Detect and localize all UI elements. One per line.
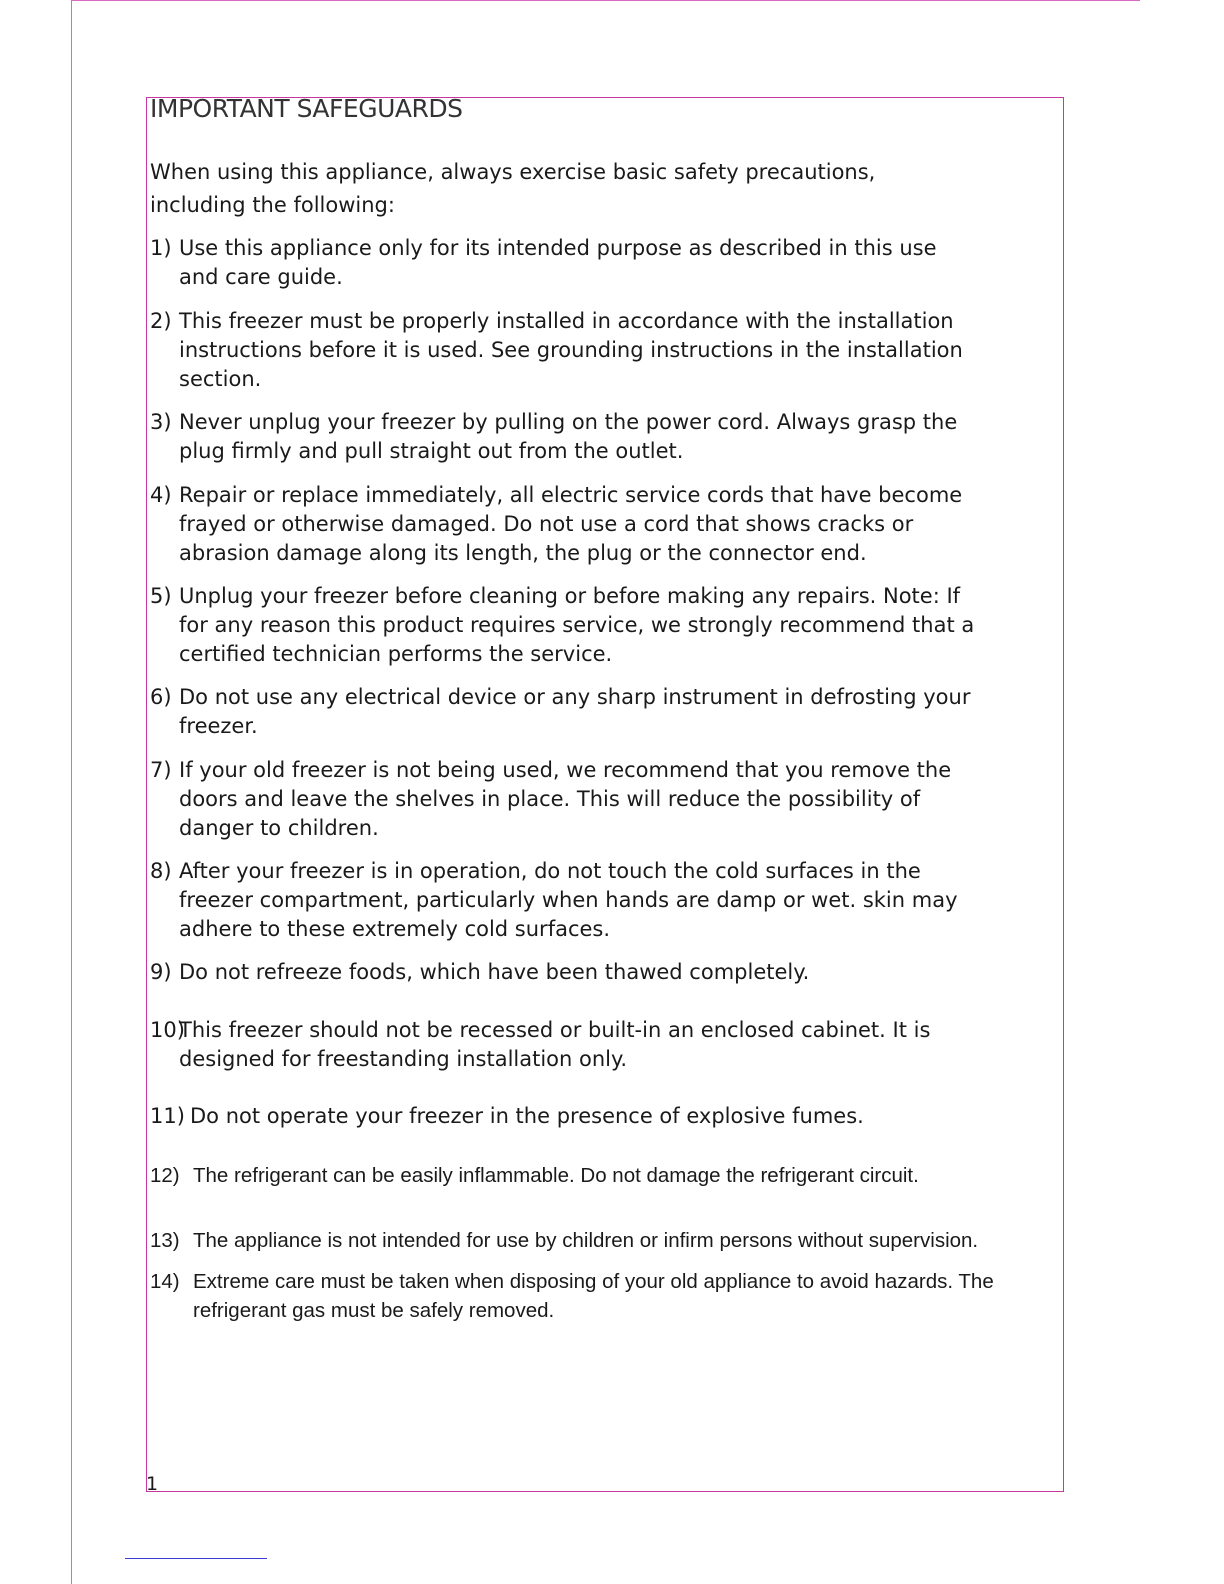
item-text: This freezer should not be recessed or built-in an enclosed cabinet. It is designed for freestanding installation only.: [179, 1018, 931, 1071]
item-text: The appliance is not intended for use by children or infirm persons without supervision.: [193, 1229, 979, 1252]
item-text: Extreme care must be taken when disposing of your old appliance to avoid hazards. The refrigerant gas must be safely removed.: [193, 1270, 994, 1322]
item-text: Never unplug your freezer by pulling on the power cord. Always grasp the plug firmly and pull straight out from the outlet.: [179, 410, 958, 463]
item-number: 12): [150, 1164, 180, 1187]
item-number: 5): [150, 584, 172, 608]
item-number: 10): [150, 1018, 185, 1042]
item-text: Use this appliance only for its intended purpose as described in this use and care guide.: [179, 236, 937, 289]
safeguard-item-13: [150, 1226, 1070, 1255]
safeguard-item-9: [150, 958, 980, 987]
safeguard-item-10: [150, 1016, 980, 1074]
item-number: 13): [150, 1229, 180, 1252]
item-number: 4): [150, 483, 172, 507]
item-number: 9): [150, 960, 172, 984]
item-text: After your freezer is in operation, do not touch the cold surfaces in the freezer compartment, particularly when hands are damp or wet. skin may adhere to these extremely cold surfaces.: [179, 859, 958, 941]
safeguard-item-5: [150, 582, 980, 669]
page-trim-left: [71, 0, 72, 1584]
safeguard-item-11: [150, 1102, 980, 1131]
safeguard-item-12: [150, 1161, 980, 1190]
item-text: The refrigerant can be easily inflammable. Do not damage the refrigerant circuit.: [193, 1164, 919, 1187]
safeguard-item-4: [150, 481, 980, 568]
item-text: Do not operate your freezer in the presence of explosive fumes.: [190, 1104, 864, 1128]
item-text: Do not refreeze foods, which have been thawed completely.: [179, 960, 810, 984]
item-text: Unplug your freezer before cleaning or before making any repairs. Note: If for any reason this product requires service, we strongly recommend that a certified technician performs the service.: [179, 584, 975, 666]
item-number: 11): [150, 1104, 185, 1128]
item-number: 3): [150, 410, 172, 434]
item-number: 2): [150, 309, 172, 333]
item-text: Do not use any electrical device or any sharp instrument in defrosting your freezer.: [179, 685, 971, 738]
item-number: 7): [150, 758, 172, 782]
page-trim-top: [71, 0, 1140, 1]
item-number: 14): [150, 1270, 180, 1293]
safeguard-item-14: [150, 1267, 1050, 1325]
safeguard-item-1: [150, 234, 980, 292]
item-text: This freezer must be properly installed in accordance with the installation instructions before it is used. See grounding instructions in the installation section.: [179, 309, 963, 391]
footer-rule: [125, 1558, 267, 1559]
intro-paragraph: When using this appliance, always exercise basic safety precautions, including the following:: [150, 160, 876, 217]
safeguard-item-3: [150, 408, 980, 466]
item-number: 8): [150, 859, 172, 883]
safeguard-item-6: [150, 683, 980, 741]
item-number: 6): [150, 685, 172, 709]
safeguard-item-8: [150, 857, 980, 944]
page-number: 1: [146, 1473, 159, 1495]
item-text: If your old freezer is not being used, we recommend that you remove the doors and leave the shelves in place. This will reduce the possibility of danger to children.: [179, 758, 952, 840]
safeguard-item-7: [150, 756, 980, 843]
item-number: 1): [150, 236, 172, 260]
safeguard-item-2: [150, 307, 980, 394]
item-text: Repair or replace immediately, all electric service cords that have become frayed or otherwise damaged. Do not use a cord that shows cracks or abrasion damage along its length, the plug or the connector end.: [179, 483, 963, 565]
page-title: IMPORTANT SAFEGUARDS: [150, 94, 463, 123]
